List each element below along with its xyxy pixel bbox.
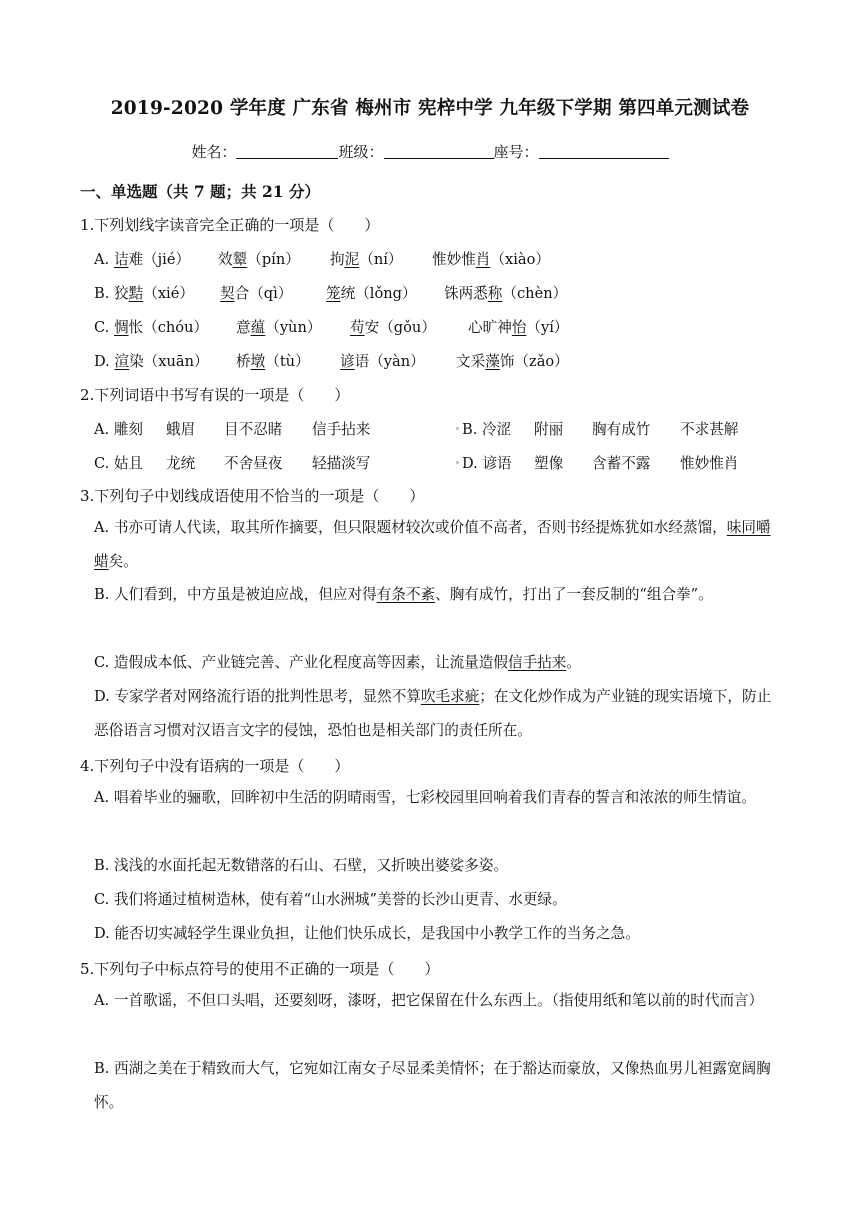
question-4-stem: 4.下列句子中没有语病的一项是（ ） (80, 757, 350, 775)
underlined-char: 墩 (250, 353, 266, 370)
underlined-char: 诘 (113, 251, 129, 268)
q2-option-d: D. 谚语 (462, 455, 512, 472)
underlined-idiom: 吹毛求疵 (420, 688, 480, 705)
class-label: 班级： (338, 143, 384, 161)
class-blank[interactable] (384, 143, 494, 159)
underlined-char: 藻 (485, 353, 500, 370)
underlined-char: 肖 (475, 251, 491, 268)
q2-option-a-word-4: 信手拈来 (312, 421, 371, 438)
underlined-char: 颦 (232, 251, 248, 268)
q2-option-c-word-2: 龙统 (166, 455, 196, 472)
q2-option-b-word-4: 不求甚解 (680, 421, 739, 438)
name-label: 姓名： (191, 143, 237, 161)
q3-option-a: A. 书亦可请人代读，取其所作摘要，但只限题材较次或价值不高者，否则书经提炼犹如水经蒸馏，味同嚼蜡矣。 (94, 519, 771, 570)
q2-option-c: C. 姑且 (94, 455, 144, 472)
q2-option-b-word-3: 胸有成竹 (592, 421, 651, 438)
q1-option-a: A. 诘难（jié） (94, 251, 191, 268)
question-5-stem: 5.下列句子中标点符号的使用不正确的一项是（ ） (80, 960, 440, 978)
q2-option-d-word-4: 惟妙惟肖 (680, 455, 739, 472)
q4-option-a: A. 唱着毕业的骊歌，回眸初中生活的阴晴雨雪，七彩校园里回响着我们青春的誓言和浓浓的师生情谊。 (94, 789, 756, 806)
q2-option-c-word-3: 不舍昼夜 (224, 455, 283, 472)
underlined-char: 契 (220, 285, 235, 302)
q2-option-a: A. 雕刻 (94, 421, 144, 438)
section-heading: 一、单选题（共 7 题；共 21 分） (80, 182, 320, 201)
q2-option-d-word-3: 含蓄不露 (592, 455, 651, 472)
seat-blank[interactable] (539, 143, 669, 159)
underlined-idiom: 信手拈来 (507, 654, 567, 671)
underlined-char: 蕴 (250, 319, 266, 336)
q1-option-b: B. 狡黠（xié） (94, 285, 194, 302)
underlined-char: 苟 (350, 319, 365, 336)
underlined-char: 谚 (340, 353, 355, 370)
q4-option-c: C. 我们将通过植树造林，使有着“山水洲城”美誉的长沙山更青、水更绿。 (94, 891, 567, 908)
q1-option-a-word-2: 效颦（pín） (218, 251, 300, 268)
exam-title: 2019-2020 学年度 广东省 梅州市 宪梓中学 九年级下学期 第四单元测试卷 (110, 98, 750, 119)
q1-option-c-word-4: 心旷神怡（yí） (468, 319, 569, 336)
q2-option-b: B. 冷涩 (462, 421, 512, 438)
underlined-char: 惆 (113, 319, 129, 336)
q3-option-c: C. 造假成本低、产业链完善、产业化程度高等因素，让流量造假信手拈来。 (94, 654, 581, 671)
q3-option-d: D. 专家学者对网络流行语的批判性思考，显然不算吹毛求疵；在文化炒作成为产业链的现实语境下，防止恶俗语言习惯对汉语言文字的侵蚀，恐怕也是相关部门的责任所在。 (94, 688, 772, 739)
q1-option-d-word-3: 谚语（yàn） (340, 353, 425, 370)
underlined-idiom: 有条不紊 (376, 586, 436, 603)
q1-option-c-word-3: 苟安（gǒu） (350, 319, 436, 336)
seat-label: 座号： (493, 143, 539, 161)
student-info-line (0, 141, 860, 162)
q1-option-c-word-2: 意蕴（yùn） (236, 319, 322, 336)
q3-option-b: B. 人们看到，中方虽是被迫应战，但应对得有条不紊、胸有成竹，打出了一套反制的“组合拳”。 (94, 586, 713, 603)
q4-option-d: D. 能否切实减轻学生课业负担，让他们快乐成长，是我国中小教学工作的当务之急。 (94, 925, 640, 942)
underlined-char: 泥 (344, 251, 360, 268)
column-marker-dot (456, 461, 459, 464)
q1-option-d-word-2: 桥墩（tù） (236, 353, 310, 370)
q2-option-c-word-4: 轻描淡写 (312, 455, 371, 472)
q2-option-d-word-2: 塑像 (534, 455, 564, 472)
underlined-char: 笼 (326, 285, 341, 302)
q2-option-a-word-3: 目不忍睹 (224, 421, 283, 438)
q5-option-a: A. 一首歌谣，不但口头唱，还要刻呀，漆呀，把它保留在什么东西上。（指使用纸和笔以前的时代而言） (94, 992, 764, 1009)
underlined-char: 怡 (511, 319, 527, 336)
q1-option-d: D. 渲染（xuān） (94, 353, 209, 370)
q1-option-a-word-3: 拘泥（ní） (330, 251, 403, 268)
q1-option-b-word-4: 铢两悉称（chèn） (444, 285, 568, 302)
q1-option-d-word-4: 文采藻饰（zǎo） (456, 353, 569, 370)
underlined-char: 称 (487, 285, 503, 302)
column-marker-dot (456, 427, 459, 430)
underlined-idiom: 味同嚼蜡 (94, 519, 771, 570)
question-3-stem: 3.下列句子中划线成语使用不恰当的一项是（ ） (80, 487, 425, 505)
q2-option-b-word-2: 附丽 (534, 421, 564, 438)
q2-option-a-word-2: 蛾眉 (166, 421, 196, 438)
q1-option-a-word-4: 惟妙惟肖（xiào） (432, 251, 550, 268)
q1-option-b-word-3: 笼统（lǒng） (326, 285, 417, 302)
name-blank[interactable] (236, 143, 338, 159)
question-2-stem: 2.下列词语中书写有误的一项是（ ） (80, 386, 350, 404)
q5-option-b: B. 西湖之美在于精致而大气，它宛如江南女子尽显柔美情怀；在于豁达而豪放，又像热血男儿袒露宽阔胸怀。 (94, 1060, 771, 1111)
underlined-char: 黠 (128, 285, 144, 302)
q4-option-b: B. 浅浅的水面托起无数错落的石山、石壁，又折映出婆娑多姿。 (94, 857, 509, 874)
q1-option-c: C. 惆怅（chóu） (94, 319, 209, 336)
underlined-char: 渲 (114, 353, 130, 370)
question-1-stem: 1.下列划线字读音完全正确的一项是（ ） (80, 216, 380, 234)
q1-option-b-word-2: 契合（qì） (220, 285, 293, 302)
